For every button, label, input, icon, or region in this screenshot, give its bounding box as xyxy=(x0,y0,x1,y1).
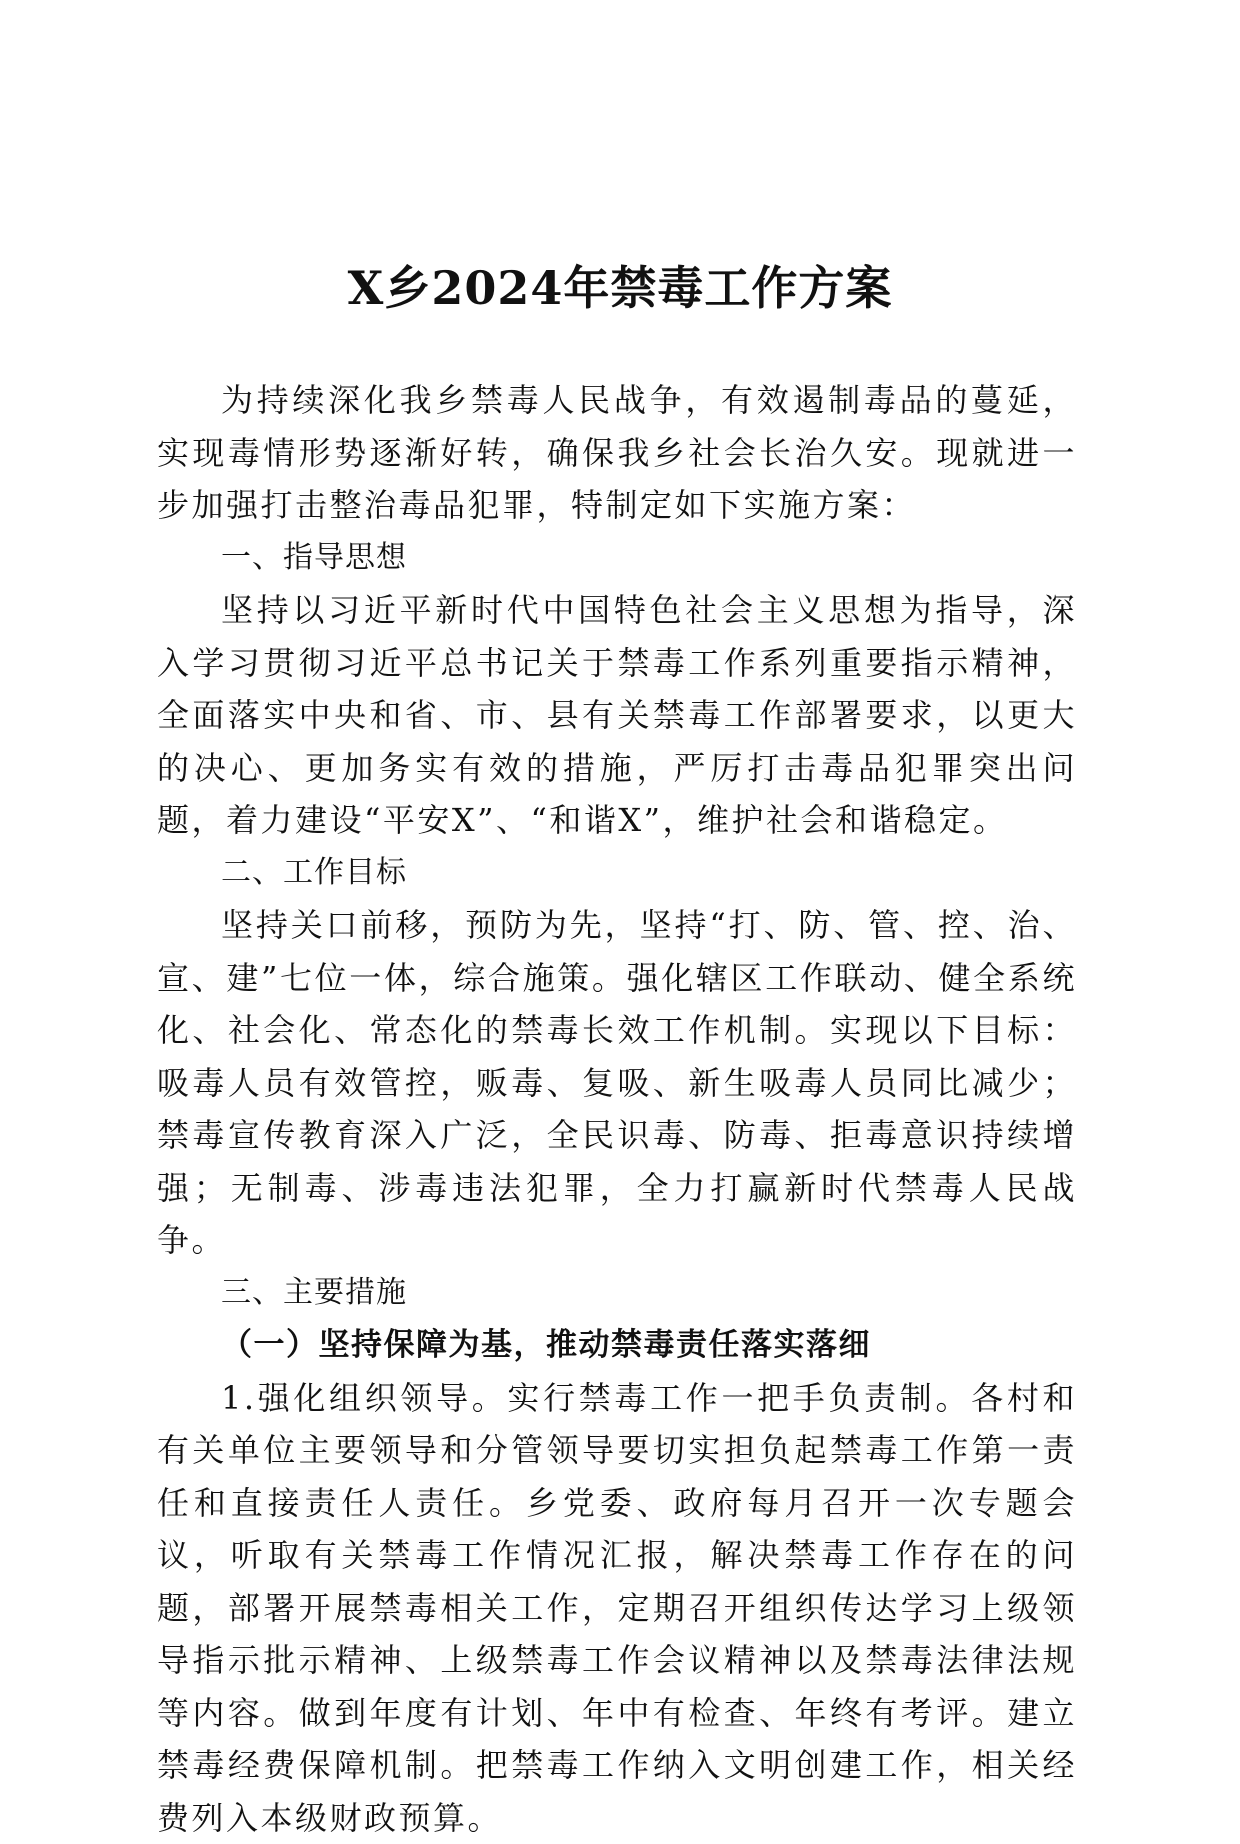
section-heading-work-goals: 二、工作目标 xyxy=(157,847,1077,900)
section-paragraph-work-goals: 坚持关口前移，预防为先，坚持“打、防、管、控、治、宣、建”七位一体，综合施策。强化辖区工作联动、健全系统化、社会化、常态化的禁毒长效工作机制。实现以下目标：吸毒人员有效管控，贩毒、复吸、新生吸毒人员同比减少；禁毒宣传教育深入广泛，全民识毒、防毒、拒毒意识持续增强；无制毒、涉毒违法犯罪，全力打赢新时代禁毒人民战争。 xyxy=(157,899,1077,1267)
section-heading-guiding-ideology: 一、指导思想 xyxy=(157,532,1077,585)
intro-paragraph: 为持续深化我乡禁毒人民战争，有效遏制毒品的蔓延，实现毒情形势逐渐好转，确保我乡社会长治久安。现就进一步加强打击整治毒品犯罪，特制定如下实施方案： xyxy=(157,374,1077,532)
document-title: X乡2024年禁毒工作方案 xyxy=(0,258,1240,318)
section-paragraph-guiding-ideology: 坚持以习近平新时代中国特色社会主义思想为指导，深入学习贯彻习近平总书记关于禁毒工作系列重要指示精神，全面落实中央和省、市、县有关禁毒工作部署要求，以更大的决心、更加务实有效的措施，严厉打击毒品犯罪突出问题，着力建设“平安X”、“和谐X”，维护社会和谐稳定。 xyxy=(157,584,1077,847)
subsection-paragraph-organization: 1.强化组织领导。实行禁毒工作一把手负责制。各村和有关单位主要领导和分管领导要切实担负起禁毒工作第一责任和直接责任人责任。乡党委、政府每月召开一次专题会议，听取有关禁毒工作情况汇报，解决禁毒工作存在的问题，部署开展禁毒相关工作，定期召开组织传达学习上级领导指示批示精神、上级禁毒工作会议精神以及禁毒法律法规等内容。做到年度有计划、年中有检查、年终有考评。建立禁毒经费保障机制。把禁毒工作纳入文明创建工作，相关经费列入本级财政预算。 xyxy=(157,1372,1077,1844)
document-body xyxy=(157,374,1077,1844)
section-heading-main-measures: 三、主要措施 xyxy=(157,1267,1077,1320)
subsection-heading-guarantee: （一）坚持保障为基，推动禁毒责任落实落细 xyxy=(157,1319,1077,1372)
